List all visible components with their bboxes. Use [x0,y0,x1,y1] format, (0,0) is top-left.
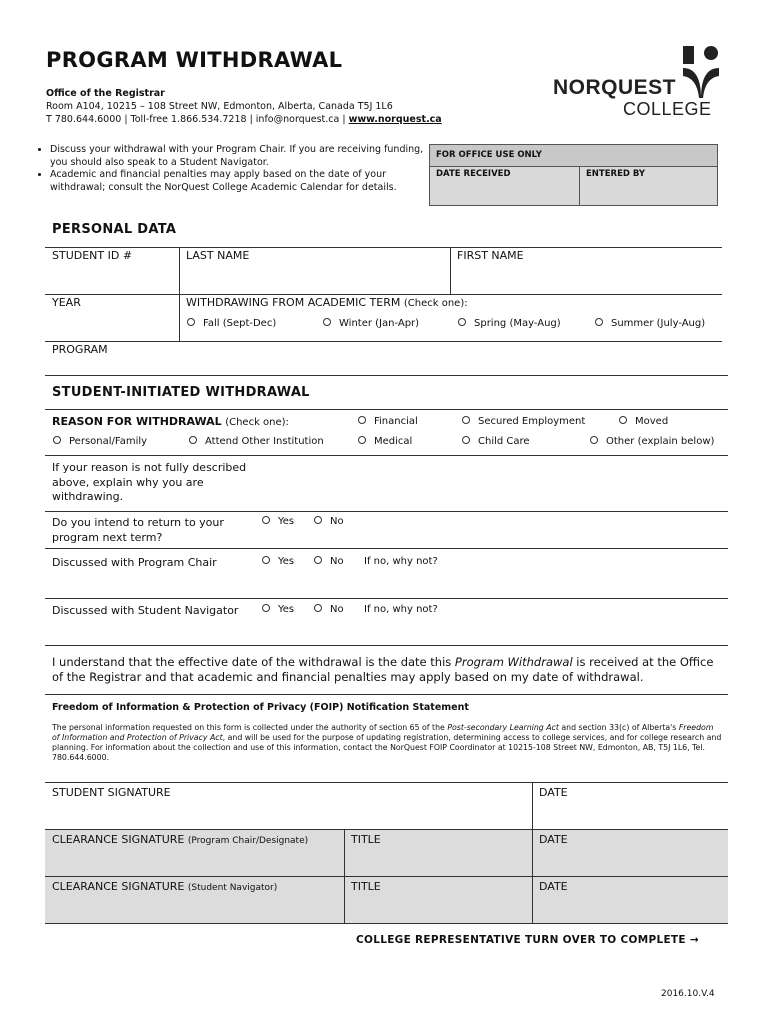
radio-icon [314,556,322,564]
reason-financial-radio[interactable] [358,416,418,427]
reason-other-radio[interactable] [590,436,714,447]
navigator-clearance-label [52,880,277,893]
radio-icon [314,516,322,524]
no-label: No [330,516,344,527]
student-signature-label: STUDENT SIGNATURE [52,786,171,799]
radio-icon [462,436,470,444]
withdrawal-acknowledgement [52,655,728,685]
term-winter-label: Winter (Jan-Apr) [339,318,420,329]
reason-medical-radio[interactable] [358,436,412,447]
instruction-item: • Academic and financial penalties may apply based on the date of your withdrawal; consult the NorQuest College Academic Calendar for details. [50,169,430,194]
yes-label: Yes [278,556,295,567]
student-date-label: DATE [539,786,568,799]
radio-icon [458,318,466,326]
navigator-title-label: TITLE [351,880,381,893]
term-winter-radio[interactable] [323,318,419,329]
reason-institution-radio[interactable] [189,436,324,447]
foip-part: The personal information requested on this form is collected under the authority of section 65 of the [52,723,448,732]
term-summer-radio[interactable] [595,318,705,329]
withdrawing-term-label [186,296,468,309]
foip-act-1: Post-secondary Learning Act [447,723,559,732]
instruction-list [30,144,430,194]
yes-label: Yes [278,604,295,615]
turn-over-text: COLLEGE REPRESENTATIVE TURN OVER TO COMPLETE [356,934,686,946]
foip-title: Freedom of Information & Protection of Privacy (FOIP) Notification Statement [52,702,469,713]
term-fall-label: Fall (Sept-Dec) [203,318,277,329]
radio-icon [462,416,470,424]
logo-college: COLLEGE [623,99,712,119]
term-spring-radio[interactable] [458,318,561,329]
reason-childcare-radio[interactable] [462,436,530,447]
ack-italic: Program Withdrawal [454,655,573,669]
clearance-text: CLEARANCE SIGNATURE [52,880,185,893]
personal-data-heading: PERSONAL DATA [52,222,177,237]
return-no-radio[interactable] [314,516,344,527]
foip-act-2: Freedom of Information and Protection of Privacy Act [52,723,714,742]
form-version: 2016.10.V.4 [661,989,715,999]
radio-icon [189,436,197,444]
reason-financial-label: Financial [374,416,418,427]
reason-label [52,415,289,428]
website-link[interactable]: www.norquest.ca [348,114,442,125]
navigator-date-label: DATE [539,880,568,893]
foip-part: , and will be used for the purpose of updating registration, determining access to college services, and for college research and planning. For information about the collection and use of this information, contact the NorQuest FOIP Coordinator at 10215-108 Street NW, Edmonton, AB, T5J 1L6, Tel. 780.644.6000. [52,733,722,762]
instruction-item: • Discuss your withdrawal with your Program Chair. If you are receiving funding, you should also speak to a Student Navigator. [50,144,430,169]
ack-after: is received at the Office of the Registrar and that academic and financial penalties may apply based on my date of withdrawal. [52,655,714,684]
reason-label-text: REASON FOR WITHDRAWAL [52,415,222,428]
chair-clearance-label [52,833,308,846]
office-contact [46,114,442,125]
chair-date-label: DATE [539,833,568,846]
reason-institution-label: Attend Other Institution [205,436,324,447]
year-label: YEAR [52,296,81,309]
office-name: Office of the Registrar [46,88,165,99]
no-label: No [330,556,344,567]
radio-icon [314,604,322,612]
college-logo [553,46,723,122]
office-address: Room A104, 10215 – 108 Street NW, Edmonton, Alberta, Canada T5J 1L6 [46,101,393,112]
office-use-title: FOR OFFICE USE ONLY [430,145,717,167]
navigator-question: Discussed with Student Navigator [52,604,239,617]
explain-label: If your reason is not fully described above, explain why you are withdrawing. [52,461,247,503]
reason-personal-label: Personal/Family [69,436,148,447]
radio-icon [187,318,195,326]
office-use-box [429,144,718,206]
chair-if-no-label: If no, why not? [364,556,438,567]
radio-icon [358,416,366,424]
reason-other-label: Other (explain below) [606,436,715,447]
radio-icon [262,604,270,612]
page-title: PROGRAM WITHDRAWAL [46,48,343,72]
date-received-label: DATE RECEIVED [436,169,511,179]
foip-part: and section 33(c) of Alberta's [558,723,679,732]
radio-icon [619,416,627,424]
last-name-label: LAST NAME [186,249,250,262]
radio-icon [262,516,270,524]
return-yes-radio[interactable] [262,516,294,527]
check-one-note: (Check one): [403,298,468,309]
radio-icon [590,436,598,444]
entered-by-label: ENTERED BY [586,169,646,179]
chair-question: Discussed with Program Chair [52,556,217,569]
reason-personal-radio[interactable] [53,436,147,447]
chair-title-label: TITLE [351,833,381,846]
clearance-text: CLEARANCE SIGNATURE [52,833,185,846]
turn-over-note [356,934,699,946]
chair-no-radio[interactable] [314,556,344,567]
navigator-no-radio[interactable] [314,604,344,615]
chair-yes-radio[interactable] [262,556,294,567]
yes-label: Yes [278,516,295,527]
navigator-if-no-label: If no, why not? [364,604,438,615]
term-spring-label: Spring (May-Aug) [474,318,561,329]
reason-childcare-label: Child Care [478,436,530,447]
foip-statement [52,723,722,763]
radio-icon [323,318,331,326]
program-label: PROGRAM [52,343,108,356]
withdrawal-heading: STUDENT-INITIATED WITHDRAWAL [52,385,310,400]
navigator-sub-label: (Student Navigator) [187,883,278,893]
withdrawing-term-text: WITHDRAWING FROM ACADEMIC TERM [186,296,401,309]
radio-icon [358,436,366,444]
chair-sub-label: (Program Chair/Designate) [187,836,309,846]
return-question: Do you intend to return to your program next term? [52,516,224,544]
reason-employment-radio[interactable] [462,416,585,427]
navigator-yes-radio[interactable] [262,604,294,615]
radio-icon [262,556,270,564]
arrow-right-icon: → [689,934,699,946]
radio-icon [595,318,603,326]
reason-employment-label: Secured Employment [478,416,586,427]
reason-moved-label: Moved [635,416,669,427]
contact-text: T 780.644.6000 | Toll-free 1.866.534.7218 | info@norquest.ca | [46,114,349,125]
logo-mark-icon [681,46,721,98]
reason-moved-radio[interactable] [619,416,668,427]
term-fall-radio[interactable] [187,318,276,329]
reason-medical-label: Medical [374,436,413,447]
no-label: No [330,604,344,615]
student-id-label: STUDENT ID # [52,249,133,262]
term-summer-label: Summer (July-Aug) [611,318,706,329]
ack-before: I understand that the effective date of the withdrawal is the date this [52,655,455,669]
logo-norquest: NORQUEST [553,76,677,99]
radio-icon [53,436,61,444]
reason-check-one: (Check one): [225,417,289,428]
first-name-label: FIRST NAME [457,249,524,262]
